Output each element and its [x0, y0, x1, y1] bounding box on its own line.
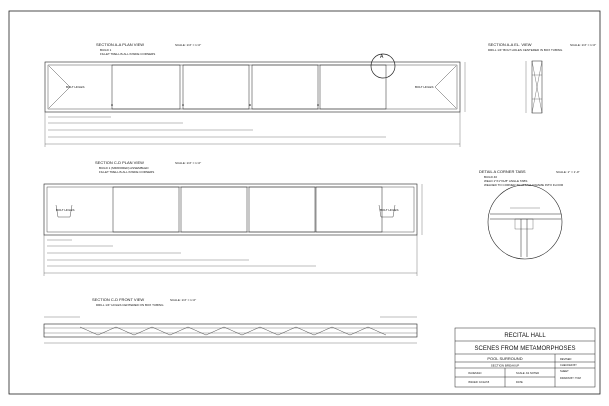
- title-cell-3: ISSUED: 10/12/15: [468, 381, 490, 384]
- section-c-front-note: DRILL 1/4" HOLES CENTERED ON BOX TUBING: [96, 303, 164, 307]
- section-c-plan-drawing: [44, 184, 422, 276]
- title-cell-2: SCALE: AS NOTED: [516, 372, 540, 375]
- detail-a-note-3: WELDED TO CORNER TO ATTACH FRAME INTO FLOOR: [484, 183, 564, 187]
- title-sheet: POOL SURROUND: [487, 356, 523, 361]
- section-a-plan-left-label: BOLT HOLES: [66, 85, 85, 89]
- section-c-plan-note-1: BUILD 1 (MIRRORED) ASSEMBLED: [99, 166, 149, 170]
- detail-a-title: DETAIL A CORNER TABS: [479, 169, 526, 174]
- title-cell-6: CHECKED BY: [560, 364, 577, 367]
- section-c-plan-left-label: BOLT HOLES: [56, 208, 75, 212]
- title-cell-1: IN-DESIGN: [468, 372, 482, 375]
- section-c-plan-title: SECTION C-D PLAN VIEW: [95, 160, 144, 165]
- section-c-front-title: SECTION C-D FRONT VIEW: [92, 297, 145, 302]
- section-a-elevation-title: SECTION A-A EL. VIEW: [488, 42, 532, 47]
- title-subtitle: SECTION BREAKUP: [490, 363, 520, 368]
- section-c-plan-right-label: BOLT HOLES: [380, 208, 399, 212]
- title-cell-4: DATE: [516, 381, 523, 384]
- section-c-front-drawing: [44, 317, 417, 343]
- title-cell-5: REVISED: [560, 358, 572, 361]
- section-c-plan-note-2: FILLET TRELLIS ALL INSIDE CORNERS: [99, 170, 155, 174]
- section-a-plan-scale: SCALE: 1/4" = 1'-0": [175, 43, 202, 47]
- detail-a-drawing: [488, 185, 562, 259]
- detail-a-note-1: BUILD 40: [484, 175, 498, 179]
- section-a-elevation-note: DRILL 1/4" BOLT HOLES CENTERED IN BOX TUBING: [488, 48, 563, 52]
- detail-a-scale: SCALE: 1" = 1'-0": [556, 170, 580, 174]
- section-a-elevation-scale: SCALE: 1/4" = 1'-0": [570, 43, 597, 47]
- section-a-plan-title: SECTION A-A PLAN VIEW: [96, 42, 145, 47]
- title-cell-8: DRAWN BY: TOM: [560, 377, 581, 380]
- section-a-plan-note-2: FILLET TRELLIS ALL INSIDE CORNERS: [100, 52, 156, 56]
- section-a-plan-note-1: BUILD 1: [100, 48, 112, 52]
- section-a-elevation-drawing: [526, 61, 542, 113]
- section-c-plan-scale: SCALE: 1/4" = 1'-0": [175, 161, 202, 165]
- title-cell-7: SHEET: [560, 370, 569, 373]
- detail-callout-a: A: [380, 54, 384, 60]
- title-venue: RECITAL HALL: [504, 333, 546, 339]
- section-c-front-scale: SCALE: 1/4" = 1'-0": [170, 298, 197, 302]
- section-a-plan-drawing: [45, 54, 465, 147]
- detail-a-note-2: WELD 1"X1"X1/8" ANGLE TABS: [484, 179, 528, 183]
- section-a-plan-right-label: BOLT HOLES: [415, 85, 434, 89]
- title-production: SCENES FROM METAMORPHOSES: [474, 346, 576, 352]
